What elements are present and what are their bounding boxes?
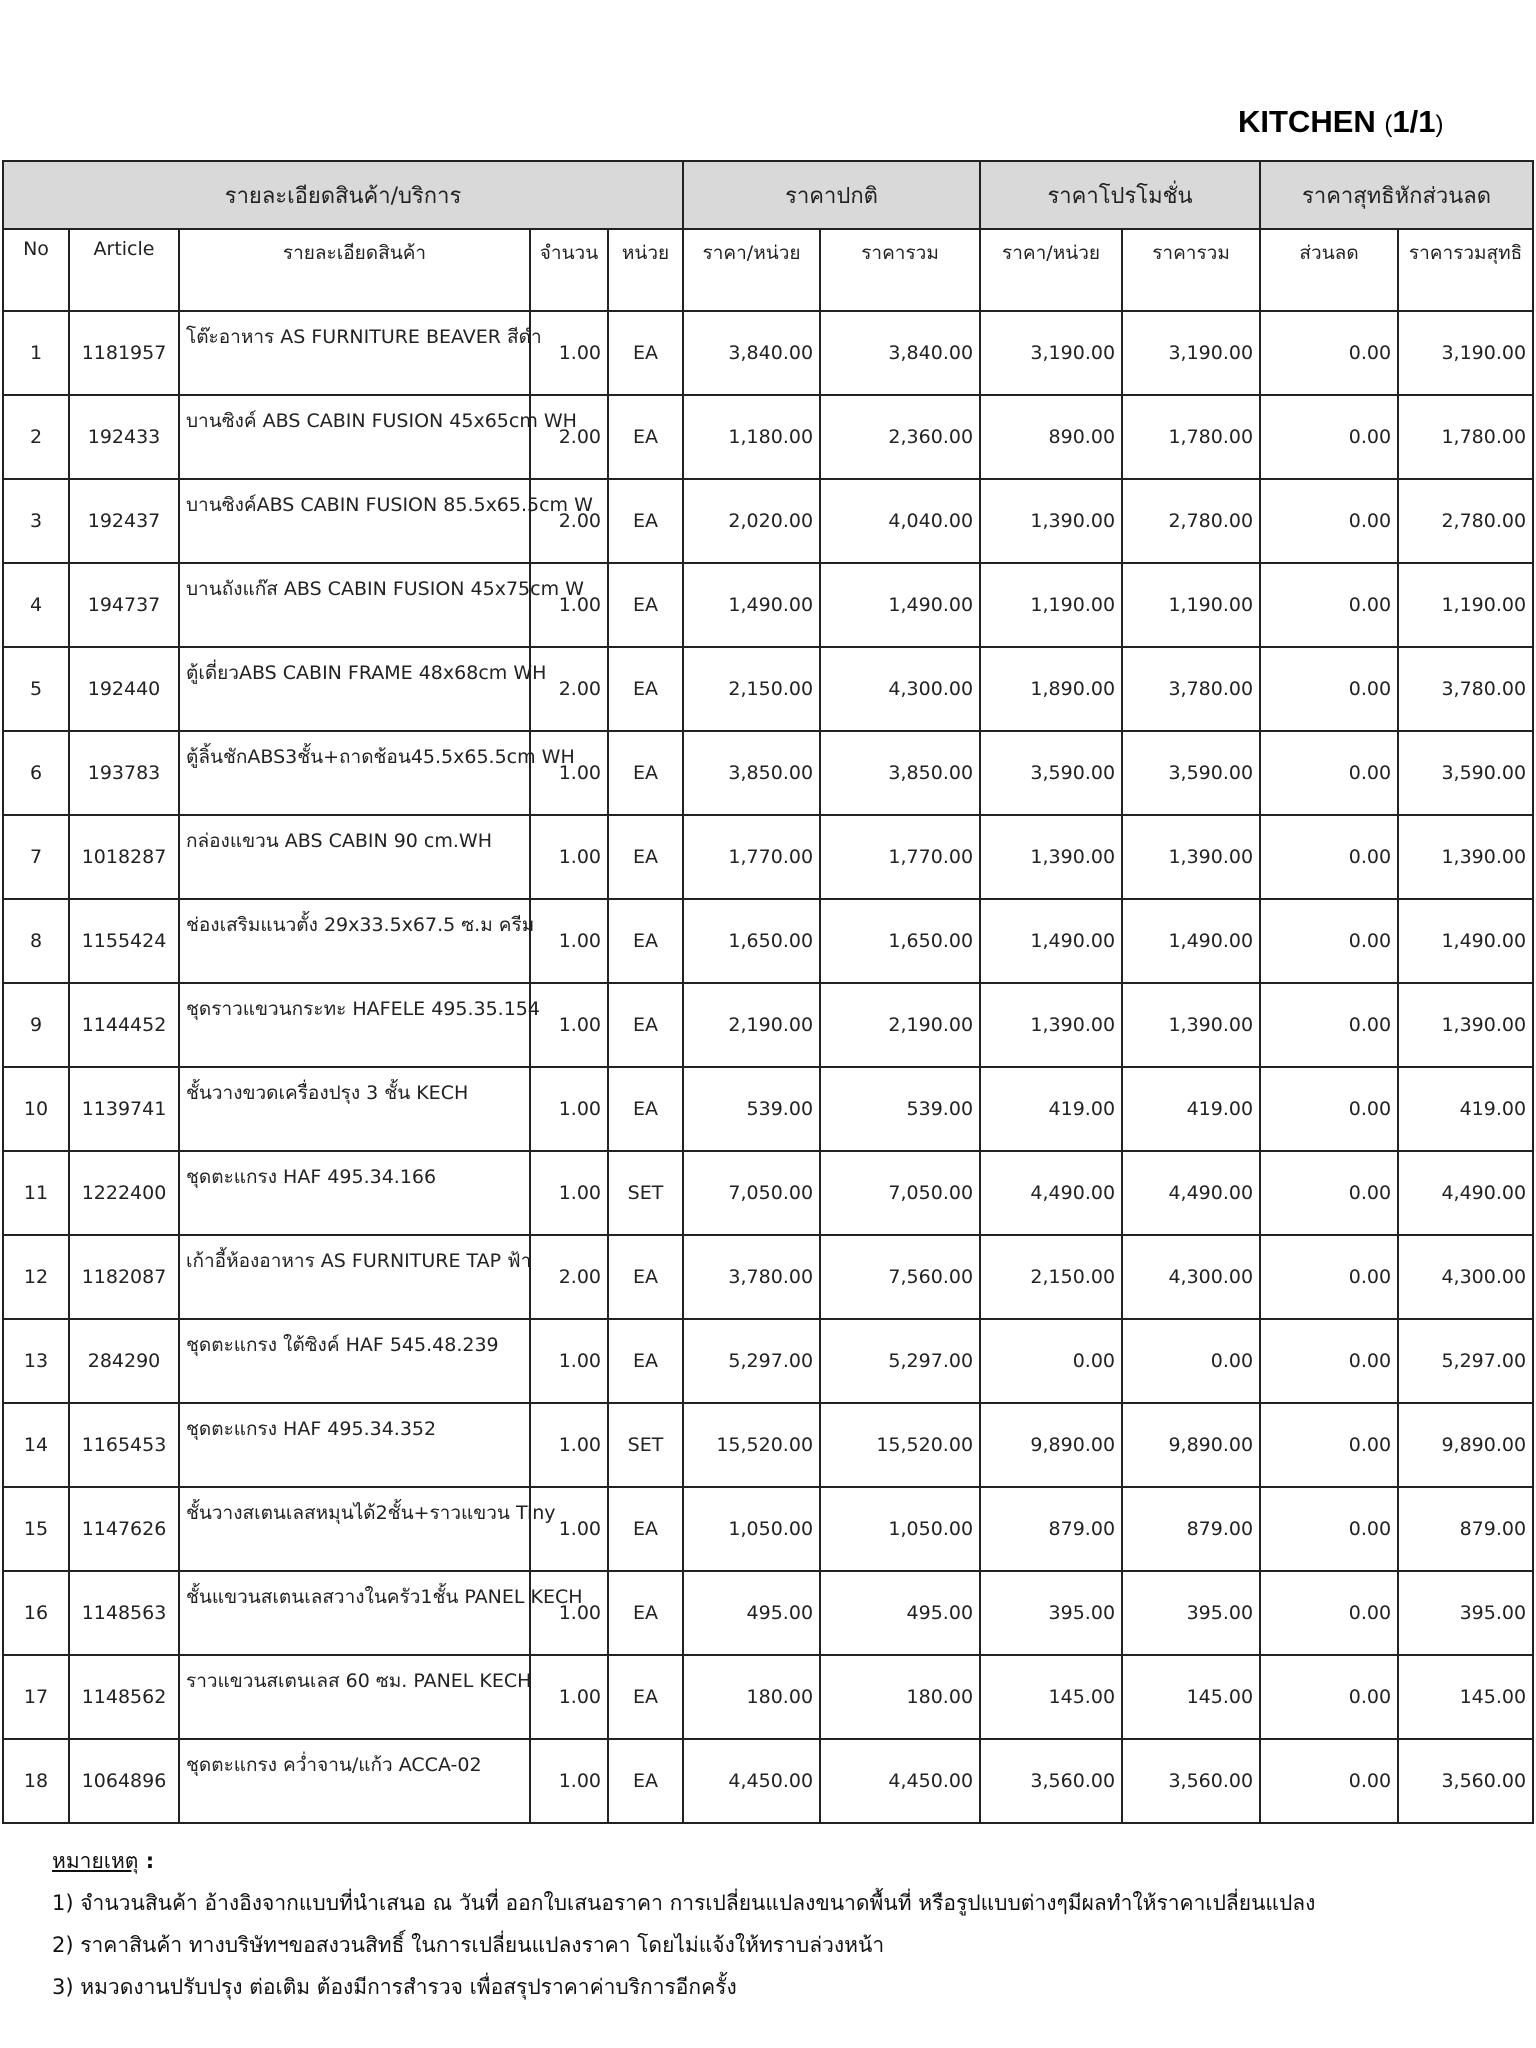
note-item: 3) หมวดงานปรับปรุง ต่อเติม ต้องมีการสำรวจ เพื่อสรุปราคาค่าบริการอีกครั้ง — [52, 1975, 737, 1999]
table-row — [3, 1067, 1533, 1151]
cell-quantity: 1.00 — [530, 1655, 608, 1739]
cell-regular-total: 1,050.00 — [820, 1487, 980, 1571]
cell-regular-unit-price: 180.00 — [683, 1655, 820, 1739]
cell-article: 284290 — [69, 1319, 179, 1403]
cell-quantity: 1.00 — [530, 815, 608, 899]
cell-article: 1165453 — [69, 1403, 179, 1487]
cell-quantity: 2.00 — [530, 395, 608, 479]
col-description: รายละเอียดสินค้า — [179, 229, 530, 311]
cell-quantity: 1.00 — [530, 311, 608, 395]
cell-quantity: 2.00 — [530, 479, 608, 563]
cell-description: บานซิงค์ ABS CABIN FUSION 45x65cm WH — [179, 395, 530, 479]
cell-quantity: 1.00 — [530, 983, 608, 1067]
cell-article: 194737 — [69, 563, 179, 647]
cell-discount: 0.00 — [1260, 1403, 1398, 1487]
cell-regular-total: 4,040.00 — [820, 479, 980, 563]
cell-description: ชั้นวางสเตนเลสหมุนได้2ชั้น+ราวแขวน Tiny — [179, 1487, 530, 1571]
cell-unit: EA — [608, 815, 683, 899]
cell-promo-total: 419.00 — [1122, 1067, 1260, 1151]
table-row — [3, 1655, 1533, 1739]
cell-promo-total: 145.00 — [1122, 1655, 1260, 1739]
table-row — [3, 1487, 1533, 1571]
col-quantity: จำนวน — [530, 229, 608, 311]
cell-promo-total: 879.00 — [1122, 1487, 1260, 1571]
cell-regular-unit-price: 1,770.00 — [683, 815, 820, 899]
cell-description: โต๊ะอาหาร AS FURNITURE BEAVER สีดำ — [179, 311, 530, 395]
notes-colon: : — [138, 1849, 155, 1873]
cell-promo-unit-price: 0.00 — [980, 1319, 1122, 1403]
cell-net-total: 3,560.00 — [1398, 1739, 1533, 1823]
cell-discount: 0.00 — [1260, 1487, 1398, 1571]
cell-unit: EA — [608, 1655, 683, 1739]
cell-regular-unit-price: 5,297.00 — [683, 1319, 820, 1403]
cell-regular-unit-price: 2,190.00 — [683, 983, 820, 1067]
cell-quantity: 1.00 — [530, 1067, 608, 1151]
cell-unit: EA — [608, 647, 683, 731]
cell-no: 4 — [3, 563, 69, 647]
cell-discount: 0.00 — [1260, 1067, 1398, 1151]
cell-regular-total: 7,050.00 — [820, 1151, 980, 1235]
cell-quantity: 1.00 — [530, 1403, 608, 1487]
cell-regular-total: 495.00 — [820, 1571, 980, 1655]
cell-regular-total: 1,650.00 — [820, 899, 980, 983]
group-product-details: รายละเอียดสินค้า/บริการ — [3, 161, 683, 229]
cell-no: 2 — [3, 395, 69, 479]
cell-promo-total: 1,780.00 — [1122, 395, 1260, 479]
cell-promo-total: 1,390.00 — [1122, 983, 1260, 1067]
group-net-price: ราคาสุทธิหักส่วนลด — [1260, 161, 1533, 229]
cell-promo-unit-price: 1,490.00 — [980, 899, 1122, 983]
cell-discount: 0.00 — [1260, 479, 1398, 563]
cell-unit: EA — [608, 1571, 683, 1655]
cell-regular-total: 4,450.00 — [820, 1739, 980, 1823]
cell-discount: 0.00 — [1260, 1655, 1398, 1739]
cell-regular-unit-price: 3,780.00 — [683, 1235, 820, 1319]
cell-article: 1018287 — [69, 815, 179, 899]
cell-description: ชุดตะแกรง ใต้ซิงค์ HAF 545.48.239 — [179, 1319, 530, 1403]
cell-regular-unit-price: 3,840.00 — [683, 311, 820, 395]
cell-net-total: 2,780.00 — [1398, 479, 1533, 563]
cell-regular-total: 4,300.00 — [820, 647, 980, 731]
cell-no: 5 — [3, 647, 69, 731]
col-unit: หน่วย — [608, 229, 683, 311]
cell-regular-total: 7,560.00 — [820, 1235, 980, 1319]
col-promo-unit-price: ราคา/หน่วย — [980, 229, 1122, 311]
cell-unit: SET — [608, 1151, 683, 1235]
note-item: 1) จำนวนสินค้า อ้างอิงจากแบบที่นำเสนอ ณ วันที่ ออกใบเสนอราคา การเปลี่ยนแปลงขนาดพื้นที่ หรือรูปแบบต่างๆมีผลทำให้ราคาเปลี่ยนแปลง — [52, 1891, 1316, 1915]
cell-promo-unit-price: 4,490.00 — [980, 1151, 1122, 1235]
cell-promo-total: 1,390.00 — [1122, 815, 1260, 899]
cell-unit: EA — [608, 311, 683, 395]
cell-net-total: 395.00 — [1398, 1571, 1533, 1655]
cell-description: ราวแขวนสเตนเลส 60 ซม. PANEL KECH — [179, 1655, 530, 1739]
cell-no: 14 — [3, 1403, 69, 1487]
cell-no: 16 — [3, 1571, 69, 1655]
cell-discount: 0.00 — [1260, 815, 1398, 899]
cell-promo-total: 4,300.00 — [1122, 1235, 1260, 1319]
cell-net-total: 3,780.00 — [1398, 647, 1533, 731]
cell-unit: EA — [608, 1487, 683, 1571]
cell-quantity: 1.00 — [530, 563, 608, 647]
cell-discount: 0.00 — [1260, 899, 1398, 983]
cell-no: 12 — [3, 1235, 69, 1319]
cell-description: ชุดราวแขวนกระทะ HAFELE 495.35.154 — [179, 983, 530, 1067]
notes-section — [52, 1840, 1315, 2008]
cell-promo-total: 3,590.00 — [1122, 731, 1260, 815]
cell-promo-total: 4,490.00 — [1122, 1151, 1260, 1235]
cell-promo-unit-price: 145.00 — [980, 1655, 1122, 1739]
cell-unit: EA — [608, 563, 683, 647]
cell-no: 17 — [3, 1655, 69, 1739]
cell-regular-total: 2,360.00 — [820, 395, 980, 479]
cell-description: กล่องแขวน ABS CABIN 90 cm.WH — [179, 815, 530, 899]
cell-unit: EA — [608, 899, 683, 983]
cell-regular-unit-price: 1,050.00 — [683, 1487, 820, 1571]
cell-promo-total: 0.00 — [1122, 1319, 1260, 1403]
cell-promo-unit-price: 879.00 — [980, 1487, 1122, 1571]
cell-article: 192437 — [69, 479, 179, 563]
group-regular-price: ราคาปกติ — [683, 161, 980, 229]
quotation-table — [2, 160, 1534, 1824]
cell-no: 15 — [3, 1487, 69, 1571]
table-row — [3, 479, 1533, 563]
cell-regular-unit-price: 1,490.00 — [683, 563, 820, 647]
cell-net-total: 879.00 — [1398, 1487, 1533, 1571]
cell-discount: 0.00 — [1260, 647, 1398, 731]
table-row — [3, 563, 1533, 647]
cell-promo-unit-price: 1,390.00 — [980, 815, 1122, 899]
cell-description: เก้าอี้ห้องอาหาร AS FURNITURE TAP ฟ้า — [179, 1235, 530, 1319]
cell-net-total: 1,490.00 — [1398, 899, 1533, 983]
cell-net-total: 145.00 — [1398, 1655, 1533, 1739]
col-discount: ส่วนลด — [1260, 229, 1398, 311]
table-row — [3, 395, 1533, 479]
cell-description: ชุดตะแกรง HAF 495.34.352 — [179, 1403, 530, 1487]
cell-unit: EA — [608, 1067, 683, 1151]
cell-net-total: 4,490.00 — [1398, 1151, 1533, 1235]
cell-description: ชุดตะแกรง HAF 495.34.166 — [179, 1151, 530, 1235]
cell-promo-unit-price: 3,590.00 — [980, 731, 1122, 815]
cell-quantity: 2.00 — [530, 647, 608, 731]
cell-quantity: 1.00 — [530, 1739, 608, 1823]
cell-regular-total: 539.00 — [820, 1067, 980, 1151]
cell-promo-total: 1,490.00 — [1122, 899, 1260, 983]
cell-description: บานซิงค์ABS CABIN FUSION 85.5x65.5cm W — [179, 479, 530, 563]
note-item: 2) ราคาสินค้า ทางบริษัทฯขอสงวนสิทธิ์ ในการเปลี่ยนแปลงราคา โดยไม่แจ้งให้ทราบล่วงหน้า — [52, 1933, 885, 1957]
cell-article: 1147626 — [69, 1487, 179, 1571]
cell-quantity: 1.00 — [530, 1571, 608, 1655]
cell-promo-unit-price: 890.00 — [980, 395, 1122, 479]
cell-regular-total: 1,490.00 — [820, 563, 980, 647]
cell-regular-unit-price: 15,520.00 — [683, 1403, 820, 1487]
cell-quantity: 1.00 — [530, 731, 608, 815]
cell-promo-total: 3,560.00 — [1122, 1739, 1260, 1823]
cell-promo-unit-price: 3,560.00 — [980, 1739, 1122, 1823]
cell-promo-total: 1,190.00 — [1122, 563, 1260, 647]
cell-net-total: 9,890.00 — [1398, 1403, 1533, 1487]
cell-article: 1155424 — [69, 899, 179, 983]
cell-unit: EA — [608, 1235, 683, 1319]
table-row — [3, 815, 1533, 899]
cell-net-total: 1,390.00 — [1398, 815, 1533, 899]
cell-quantity: 1.00 — [530, 1151, 608, 1235]
cell-description: ชั้นแขวนสเตนเลสวางในครัว1ชั้น PANEL KECH — [179, 1571, 530, 1655]
cell-regular-total: 180.00 — [820, 1655, 980, 1739]
cell-article: 1148563 — [69, 1571, 179, 1655]
cell-regular-total: 1,770.00 — [820, 815, 980, 899]
title-close-paren: ) — [1435, 111, 1444, 138]
col-regular-total: ราคารวม — [820, 229, 980, 311]
cell-regular-unit-price: 539.00 — [683, 1067, 820, 1151]
cell-regular-total: 5,297.00 — [820, 1319, 980, 1403]
cell-promo-unit-price: 1,390.00 — [980, 983, 1122, 1067]
cell-discount: 0.00 — [1260, 1235, 1398, 1319]
table-row — [3, 731, 1533, 815]
cell-article: 1144452 — [69, 983, 179, 1067]
cell-promo-unit-price: 9,890.00 — [980, 1403, 1122, 1487]
cell-promo-unit-price: 395.00 — [980, 1571, 1122, 1655]
col-article: Article — [69, 229, 179, 311]
cell-unit: EA — [608, 1739, 683, 1823]
cell-regular-total: 3,840.00 — [820, 311, 980, 395]
table-row — [3, 1403, 1533, 1487]
cell-discount: 0.00 — [1260, 1739, 1398, 1823]
cell-promo-unit-price: 1,190.00 — [980, 563, 1122, 647]
cell-article: 1064896 — [69, 1739, 179, 1823]
title-page: 1/1 — [1392, 104, 1436, 139]
cell-net-total: 5,297.00 — [1398, 1319, 1533, 1403]
cell-net-total: 419.00 — [1398, 1067, 1533, 1151]
cell-discount: 0.00 — [1260, 1151, 1398, 1235]
cell-unit: EA — [608, 395, 683, 479]
col-regular-unit-price: ราคา/หน่วย — [683, 229, 820, 311]
table-row — [3, 1319, 1533, 1403]
cell-description: ชั้นวางขวดเครื่องปรุง 3 ชั้น KECH — [179, 1067, 530, 1151]
cell-promo-total: 3,780.00 — [1122, 647, 1260, 731]
cell-promo-total: 2,780.00 — [1122, 479, 1260, 563]
title-open-paren: ( — [1384, 111, 1393, 138]
cell-unit: EA — [608, 731, 683, 815]
cell-discount: 0.00 — [1260, 1571, 1398, 1655]
cell-discount: 0.00 — [1260, 563, 1398, 647]
cell-regular-unit-price: 495.00 — [683, 1571, 820, 1655]
cell-quantity: 1.00 — [530, 1487, 608, 1571]
cell-quantity: 2.00 — [530, 1235, 608, 1319]
cell-article: 193783 — [69, 731, 179, 815]
cell-no: 8 — [3, 899, 69, 983]
cell-no: 18 — [3, 1739, 69, 1823]
cell-description: ชุดตะแกรง คว่ำจาน/แก้ว ACCA-02 — [179, 1739, 530, 1823]
cell-regular-unit-price: 2,150.00 — [683, 647, 820, 731]
cell-no: 3 — [3, 479, 69, 563]
cell-discount: 0.00 — [1260, 1319, 1398, 1403]
cell-net-total: 3,190.00 — [1398, 311, 1533, 395]
cell-description: บานถังแก๊ส ABS CABIN FUSION 45x75cm W — [179, 563, 530, 647]
cell-regular-total: 15,520.00 — [820, 1403, 980, 1487]
cell-no: 7 — [3, 815, 69, 899]
cell-unit: EA — [608, 1319, 683, 1403]
cell-regular-total: 3,850.00 — [820, 731, 980, 815]
cell-article: 1139741 — [69, 1067, 179, 1151]
cell-regular-unit-price: 3,850.00 — [683, 731, 820, 815]
table-row — [3, 899, 1533, 983]
cell-regular-unit-price: 1,180.00 — [683, 395, 820, 479]
cell-article: 192433 — [69, 395, 179, 479]
cell-discount: 0.00 — [1260, 983, 1398, 1067]
cell-description: ตู้ลิ้นชักABS3ชั้น+ถาดช้อน45.5x65.5cm WH — [179, 731, 530, 815]
table-row — [3, 983, 1533, 1067]
column-header-row — [3, 229, 1533, 311]
cell-net-total: 1,780.00 — [1398, 395, 1533, 479]
cell-article: 1182087 — [69, 1235, 179, 1319]
cell-promo-total: 3,190.00 — [1122, 311, 1260, 395]
cell-article: 192440 — [69, 647, 179, 731]
notes-heading: หมายเหตุ — [52, 1849, 139, 1873]
cell-discount: 0.00 — [1260, 311, 1398, 395]
col-no: No — [3, 229, 69, 311]
table-row — [3, 1571, 1533, 1655]
title-main: KITCHEN — [1238, 104, 1376, 139]
cell-regular-unit-price: 2,020.00 — [683, 479, 820, 563]
cell-discount: 0.00 — [1260, 731, 1398, 815]
group-promotion-price: ราคาโปรโมชั่น — [980, 161, 1260, 229]
cell-unit: EA — [608, 479, 683, 563]
cell-description: ช่องเสริมแนวตั้ง 29x33.5x67.5 ซ.ม ครีม — [179, 899, 530, 983]
cell-no: 9 — [3, 983, 69, 1067]
header-group-row — [3, 161, 1533, 229]
col-promo-total: ราคารวม — [1122, 229, 1260, 311]
cell-regular-total: 2,190.00 — [820, 983, 980, 1067]
cell-discount: 0.00 — [1260, 395, 1398, 479]
cell-quantity: 1.00 — [530, 899, 608, 983]
cell-net-total: 4,300.00 — [1398, 1235, 1533, 1319]
cell-promo-total: 395.00 — [1122, 1571, 1260, 1655]
table-row — [3, 311, 1533, 395]
cell-quantity: 1.00 — [530, 1319, 608, 1403]
cell-regular-unit-price: 7,050.00 — [683, 1151, 820, 1235]
cell-article: 1222400 — [69, 1151, 179, 1235]
col-net-total: ราคารวมสุทธิ — [1398, 229, 1533, 311]
cell-unit: SET — [608, 1403, 683, 1487]
table-row — [3, 1151, 1533, 1235]
cell-article: 1148562 — [69, 1655, 179, 1739]
table-row — [3, 1235, 1533, 1319]
cell-regular-unit-price: 4,450.00 — [683, 1739, 820, 1823]
cell-promo-total: 9,890.00 — [1122, 1403, 1260, 1487]
cell-no: 1 — [3, 311, 69, 395]
cell-no: 10 — [3, 1067, 69, 1151]
page-title — [1238, 104, 1444, 140]
cell-regular-unit-price: 1,650.00 — [683, 899, 820, 983]
cell-article: 1181957 — [69, 311, 179, 395]
cell-unit: EA — [608, 983, 683, 1067]
cell-promo-unit-price: 1,390.00 — [980, 479, 1122, 563]
cell-promo-unit-price: 1,890.00 — [980, 647, 1122, 731]
cell-net-total: 1,190.00 — [1398, 563, 1533, 647]
cell-description: ตู้เดี่ยวABS CABIN FRAME 48x68cm WH — [179, 647, 530, 731]
cell-promo-unit-price: 3,190.00 — [980, 311, 1122, 395]
cell-no: 13 — [3, 1319, 69, 1403]
cell-no: 11 — [3, 1151, 69, 1235]
table-row — [3, 1739, 1533, 1823]
cell-promo-unit-price: 2,150.00 — [980, 1235, 1122, 1319]
table-row — [3, 647, 1533, 731]
cell-net-total: 3,590.00 — [1398, 731, 1533, 815]
cell-net-total: 1,390.00 — [1398, 983, 1533, 1067]
cell-no: 6 — [3, 731, 69, 815]
cell-promo-unit-price: 419.00 — [980, 1067, 1122, 1151]
